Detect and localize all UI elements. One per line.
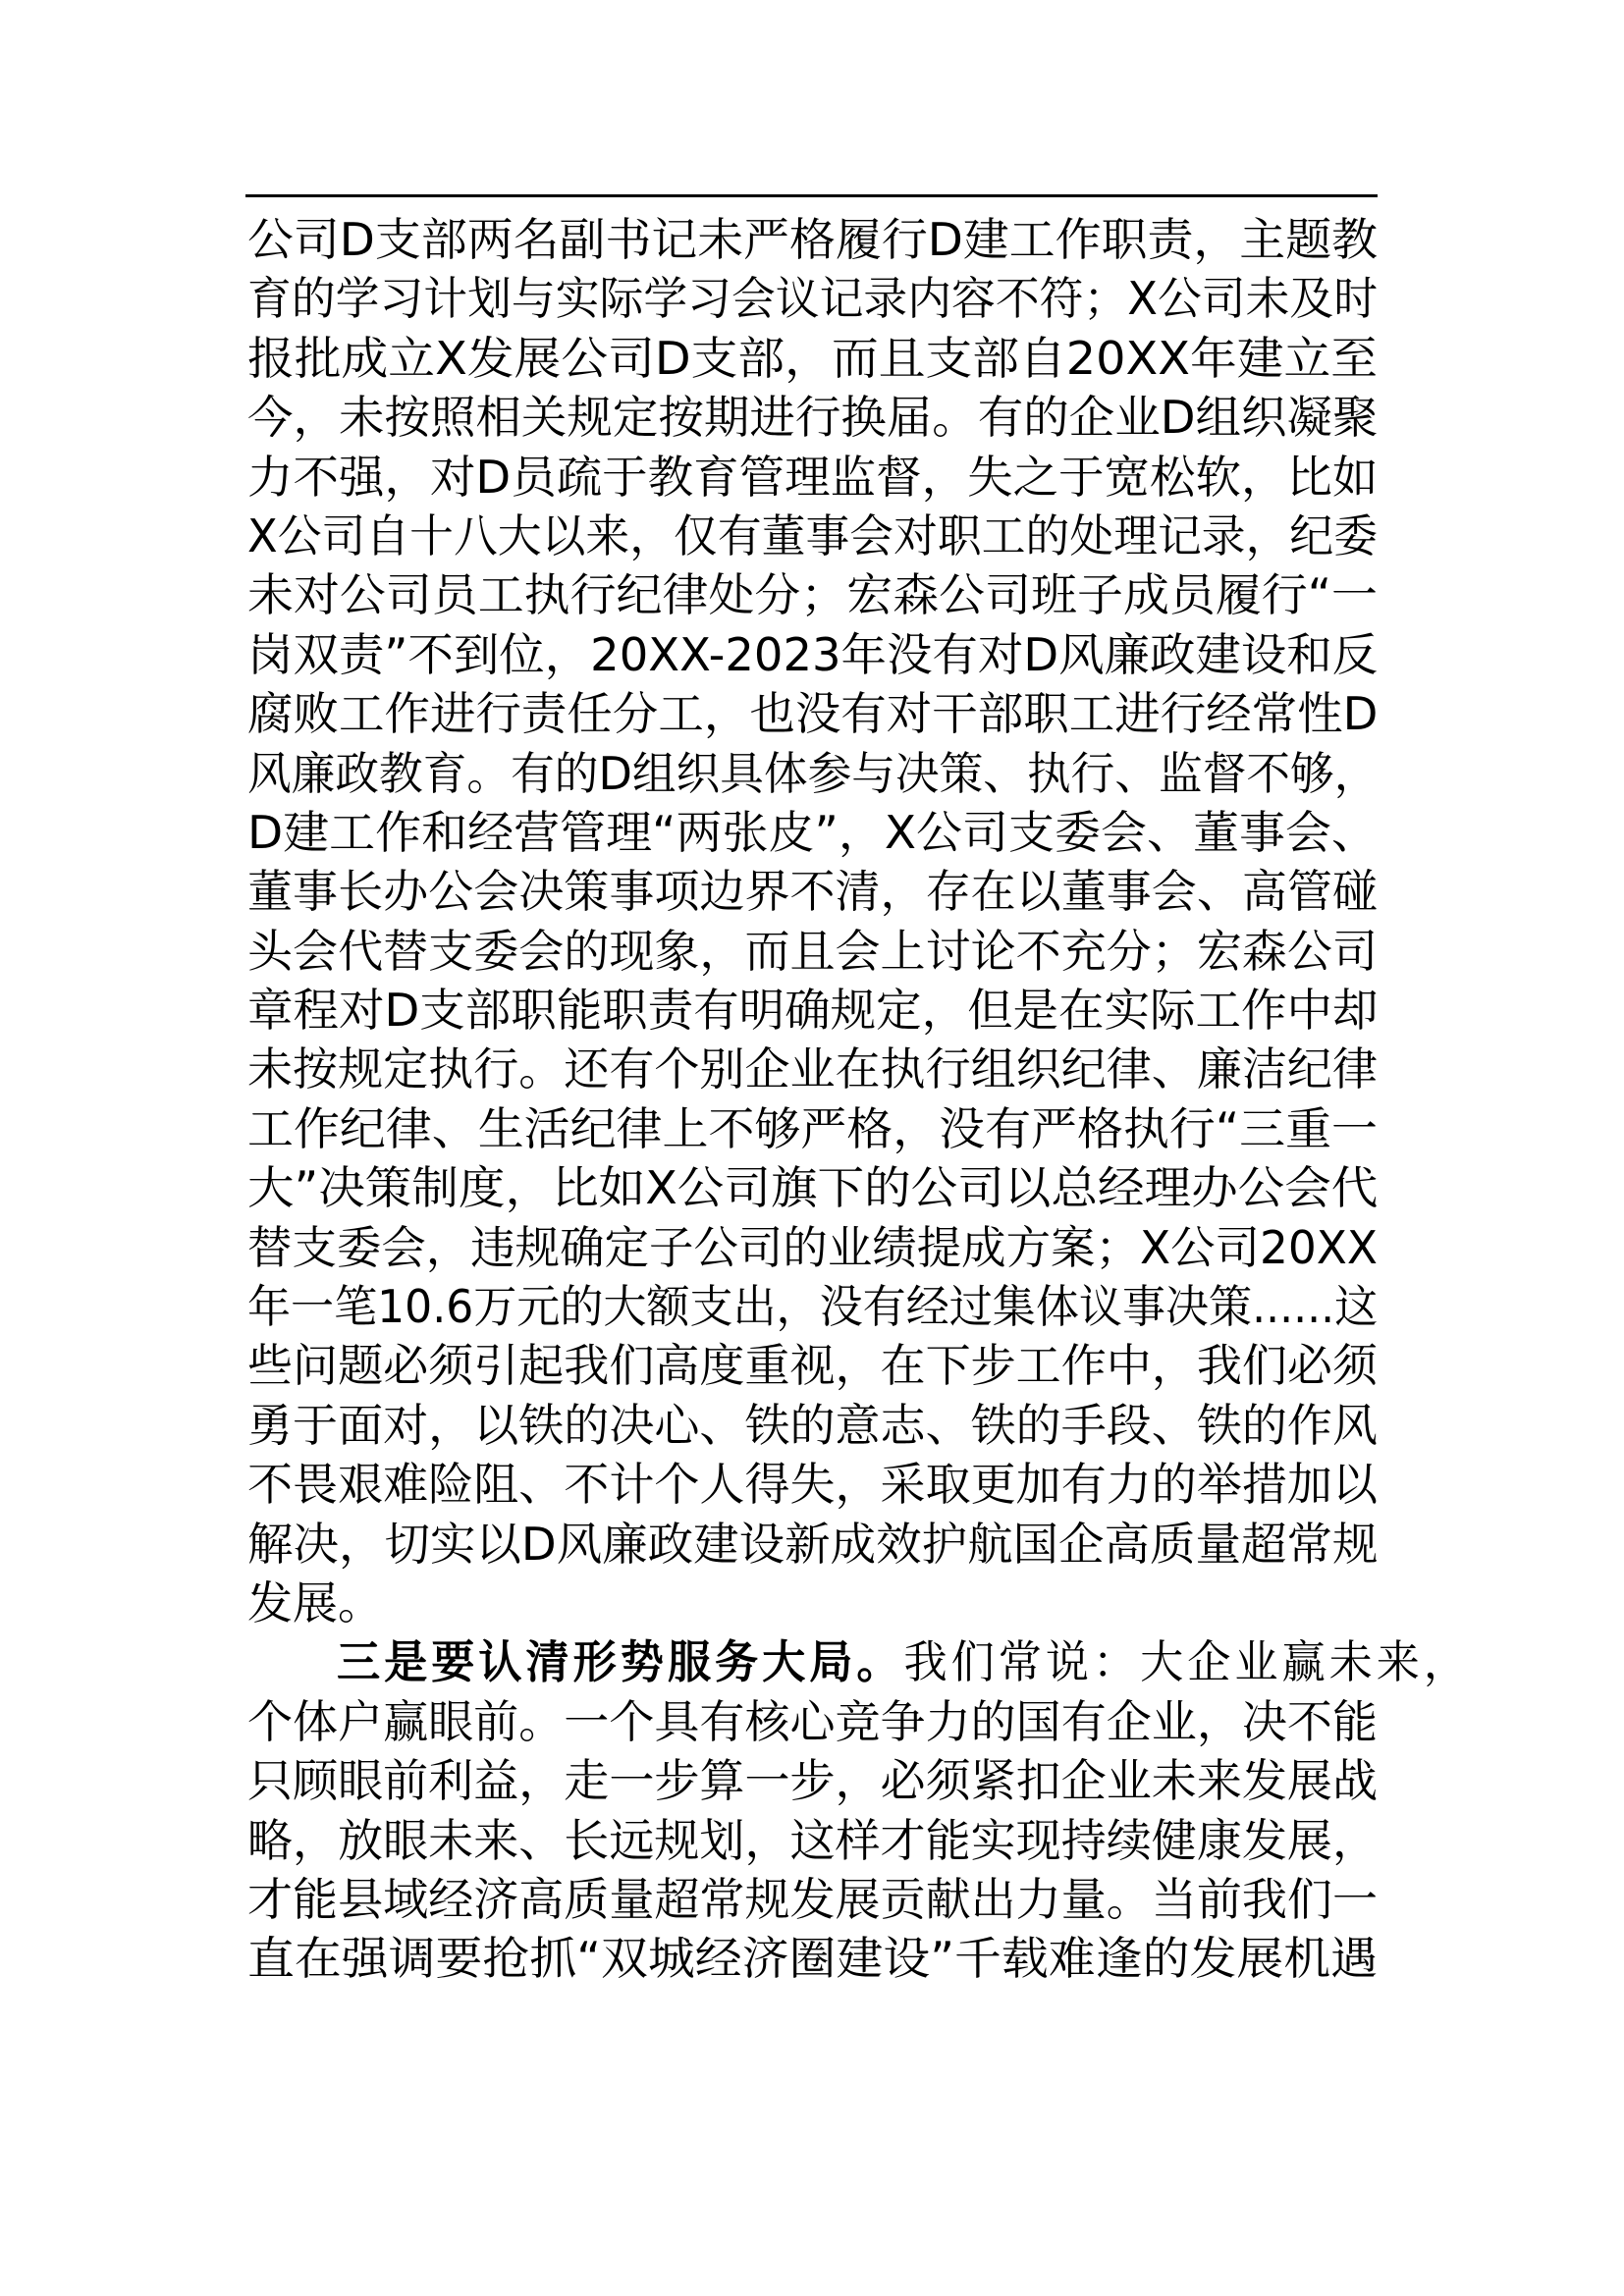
paragraph-1 [247,210,1378,1632]
text-line: 直在强调要抢抓“双城经济圈建设”千载难逢的发展机遇 [247,1932,1378,1986]
text-line: 些问题必须引起我们高度重视，在下步工作中，我们必须 [247,1339,1378,1393]
text-line: 力不强，对D员疏于教育管理监督，失之于宽松软，比如 [247,450,1379,504]
text-line: 未按规定执行。还有个别企业在执行组织纪律、廉洁纪律 [247,1042,1378,1096]
text-line [247,1632,1467,1691]
text-line: 略，放眼未来、长远规划，这样才能实现持续健康发展， [247,1813,1378,1867]
text-line: 章程对D支部职能职责有明确规定，但是在实际工作中却 [247,984,1379,1038]
header-rule [245,194,1378,197]
text-line: 个体户赢眼前。一个具有核心竞争力的国有企业，决不能 [247,1694,1378,1748]
paragraph-2 [247,1632,1467,1988]
document-body [247,210,1467,1989]
text-line: D建工作和经营管理“两张皮”，X公司支委会、董事会、 [247,805,1378,859]
text-line: 大”决策制度，比如X公司旗下的公司以总经理办公会代 [247,1161,1379,1215]
text-line: 不畏艰难险阻、不计个人得失，采取更加有力的举措加以 [247,1458,1378,1512]
text-line: 公司D支部两名副书记未严格履行D建工作职责，主题教 [247,213,1378,266]
text-line: 替支委会，违规确定子公司的业绩提成方案；X公司20XX [247,1220,1379,1274]
text-line: 年一笔10.6万元的大额支出，没有经过集体议事决策......这 [247,1280,1379,1334]
text-line: 解决，切实以D风廉政建设新成效护航国企高质量超常规 [247,1517,1379,1571]
text-line: 报批成立X发展公司D支部，而且支部自20XX年建立至 [247,331,1378,385]
text-line: 未对公司员工执行纪律处分；宏森公司班子成员履行“一 [247,568,1378,622]
text-line: 育的学习计划与实际学习会议记录内容不符；X公司未及时 [247,272,1378,326]
text-line: 今，未按照相关规定按期进行换届。有的企业D组织凝聚 [247,391,1379,445]
text-line: X公司自十八大以来，仅有董事会对职工的处理记录，纪委 [247,508,1378,562]
text-line: 岗双责”不到位，20XX-2023年没有对D风廉政建设和反 [247,627,1379,681]
section-heading: 三是要认清形势服务大局。 [336,1635,904,1689]
text-line: 董事长办公会决策事项边界不清，存在以董事会、高管碰 [247,865,1378,919]
text-run: 我们常说：大企业赢未来， [903,1635,1467,1689]
text-line: 头会代替支委会的现象，而且会上讨论不充分；宏森公司 [247,924,1378,978]
text-line: 腐败工作进行责任分工，也没有对干部职工进行经常性D [247,687,1379,741]
text-line: 只顾眼前利益，走一步算一步，必须紧扣企业未来发展战 [247,1754,1378,1808]
text-line: 风廉政教育。有的D组织具体参与决策、执行、监督不够， [247,746,1379,800]
text-line: 发展。 [247,1575,383,1629]
text-line: 才能县域经济高质量超常规发展贡献出力量。当前我们一 [247,1872,1378,1926]
text-line: 勇于面对，以铁的决心、铁的意志、铁的手段、铁的作风 [247,1398,1378,1452]
text-line: 工作纪律、生活纪律上不够严格，没有严格执行“三重一 [247,1101,1378,1155]
